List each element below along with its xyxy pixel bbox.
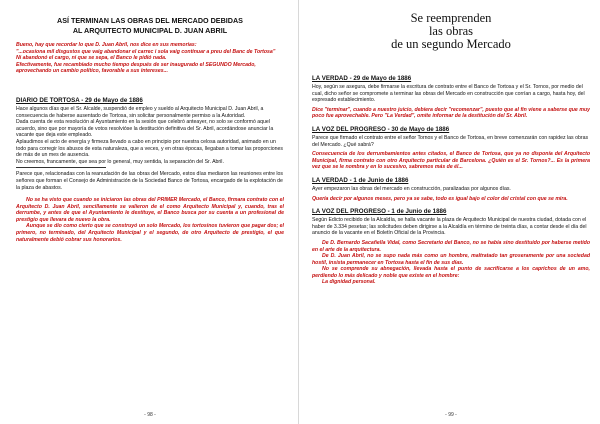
section-note bbox=[312, 107, 590, 120]
right-page-number: - 99 - bbox=[445, 412, 457, 418]
left-heading-line-1: ASÍ TERMINAN LAS OBRAS DEL MERCADO DEBIDAS bbox=[57, 16, 243, 25]
section-text: Según Edicto recibido de la Alcaldía, se halla vacante la plaza de Arquitecto Municipal de nuestra ciudad, dotada con el haber de 3.334 pesetas; las solicitudes deben dirigirse a la Alcaldía en término de treinta días, a contar desde el día del anuncio de la vacante en el Boletín Oficial de la Provincia. bbox=[312, 217, 587, 237]
section-body bbox=[312, 217, 590, 237]
section-note-text: No se comprende su abnegación, llevada hasta el punto de sacrificarse a los caprichos de un amo, perdiendo lo más delicado y noble que existe en el hombre: bbox=[312, 266, 590, 279]
closing-paragraph: Aunque se dio como cierto que se construyó un solo Mercado, los tortosinos tuvieron que pagar dos; el primero, no terminado, del Arquitecto Municipal y el segundo, de otro Arquitecto de prestigio, el que naturalmente debió cobrar sus honorarios. bbox=[16, 223, 284, 243]
section-text: Parece que firmado el contrato entre el señor Tornos y el Banco de Tortosa, en breve comenzarán con rapidez las obras del Mercado. ¿Qué sabrá? bbox=[312, 134, 589, 148]
diario-closing: Parece que, relacionadas con la reanudación de las obras del Mercado, estos días mediaron las reuniones entre los señores que forman el Consejo de Administración de la Sociedad Banco de Tortosa, encargado de la explotación de la plaza de abastos. bbox=[16, 171, 284, 191]
section-text: Ayer empezaron las obras del mercado en construcción, paralizadas por algunos días. bbox=[312, 185, 511, 192]
section-voz-1 bbox=[312, 208, 590, 286]
diario-paragraph: Aplaudimos el acto de energía y firmeza llevado a cabo en principio por nuestra celosa autoridad, animado en un todo para corregir los abusos de esta naturaleza, que a veces, y en otras épocas, llegaban a tomar las proporciones de más de un mes de ausencia. bbox=[16, 138, 284, 159]
diario-closing-block bbox=[16, 171, 284, 191]
intro-line: Efectivamente, fue recambiado mucho tiempo después de ser inaugurado el SEGUNDO Mercado, aprovechando un cambio político, favorable a sus intereses... bbox=[16, 61, 256, 75]
section-heading: LA VOZ DEL PROGRESO - 30 de Mayo de 1886 bbox=[312, 125, 450, 133]
left-heading-line-2: AL ARQUITECTO MUNICIPAL D. JUAN ABRIL bbox=[72, 26, 228, 35]
section-note-text: Quería decir por algunos meses, pero ya se sabe, todo es igual bajo el color del cristal con que se mira. bbox=[312, 195, 568, 202]
section-heading: LA VERDAD - 1 de Junio de 1886 bbox=[312, 176, 409, 184]
intro-line: Ni abandonó el cargo, ni que se sepa, el Banco le pidió nada. bbox=[16, 55, 167, 62]
section-body bbox=[312, 135, 590, 148]
section-note bbox=[312, 151, 590, 171]
section-voz-30 bbox=[312, 126, 590, 171]
diario-paragraph: No creemos, francamente, que sea por lo general, muy sentida, la separación del Sr. Abril. bbox=[16, 158, 224, 165]
intro-line: Bueno, hay que recordar lo que D. Juan Abril, nos dice en sus memorias: bbox=[16, 42, 197, 48]
intro-block bbox=[16, 42, 284, 75]
diario-paragraph: Hace algunos días que el Sr. Alcalde, suspendió de empleo y sueldo al Arquitecto Municipal D. Juan Abril, a consecuencia de haberse ausentado de Tortosa, sin solicitar personalmente permiso a la Autoridad. bbox=[16, 105, 264, 119]
right-title bbox=[312, 12, 590, 51]
section-verdad-1 bbox=[312, 177, 590, 202]
closing-block bbox=[16, 197, 284, 243]
title-line: de un segundo Mercado bbox=[391, 37, 511, 51]
left-heading bbox=[16, 16, 284, 36]
section-notes bbox=[312, 240, 590, 286]
section-verdad-29 bbox=[312, 75, 590, 120]
gutter-divider bbox=[298, 0, 299, 424]
right-page bbox=[312, 0, 590, 424]
divider bbox=[16, 167, 106, 168]
diario-heading: DIARIO DE TORTOSA - 29 de Mayo de 1886 bbox=[16, 96, 143, 104]
section-note-text: De D. Bernardo Sacañella Vidal, como Secretario del Banco, no se había sino destituido por haberse metido en el arte de la arquitectura. bbox=[312, 239, 590, 253]
left-page-number: - 98 - bbox=[144, 412, 156, 418]
left-page bbox=[16, 0, 284, 424]
closing-paragraph: No se ha visto que cuando se iniciaron las obras del PRIMER Mercado, el Banco, firmara contrato con el Arquitecto D. Juan Abril, sencillamente se valieron de el como Arquitecto Municipal y, cuando, tras el derrumbe, y antes de que el Ayuntamiento le destituye, el Banco busca por su cuenta a un profesional de prestigio que llevara de nuevo la obra. bbox=[16, 197, 284, 223]
section-heading: LA VERDAD - 29 de Mayo de 1886 bbox=[312, 75, 412, 82]
title-line: Se reemprenden bbox=[410, 11, 492, 25]
section-note bbox=[312, 196, 590, 203]
diario-body bbox=[16, 106, 284, 165]
section-note-text: Consecuencia de los derrumbamientos antes citados, el Banco de Tortosa, que ya no disponía del Arquitecto Municipal, firma contrato con otro Arquitecto particular de Barcelona. ¿Quién es el Sr. Tornos?... Es la primera vez que se le nombra y en lo sucesivo, sabremos más de él... bbox=[312, 151, 590, 171]
intro-line: "...ocasiona mil disgustos que vaig abandonar el carrec i sola vaig continuar a preu del Banc de Tortosa" bbox=[16, 48, 276, 55]
spacer bbox=[312, 51, 590, 69]
section-body bbox=[312, 84, 590, 104]
diario-paragraph: Dada cuenta de esta resolución al Ayuntamiento en la sesión que celebró anteayer, no solo se conformó aquel acuerdo, sino que por mayoría de votos resolvióse la destitución definitiva del Sr. Abril, acordándose anunciar la vacante que deja este empleado. bbox=[16, 119, 274, 139]
section-heading: LA VOZ DEL PROGRESO - 1 de Junio de 1886 bbox=[312, 208, 447, 216]
section-body bbox=[312, 186, 590, 193]
section-note-text: La dignidad personal. bbox=[322, 279, 376, 286]
title-line: las obras bbox=[428, 24, 474, 38]
section-note-text: Dice "terminar", cuando a nuestro juicio, debiera decir "recomenzar", puesto que al fin viene a saberse que muy poco fue aprovechable. Pero "La Verdad", omite informar de la destitución del Sr. Abril. bbox=[312, 106, 590, 120]
section-text: Hoy, según se asegura, debe firmarse la escritura de contrato entre el Banco de Tortosa y el Sr. Tornos, por medio del cual, dicho señor se compromete a terminar las obras del Mercado en construcción que corrían a cargo, hasta hoy, del expresado establecimiento. bbox=[312, 84, 585, 104]
spacer bbox=[16, 75, 284, 97]
section-note-text: De D. Juan Abril, no se supo nada más como un hombre, maltratado tan groseramente por una sociedad hostil, insista permanecer en Tortosa hasta el fin de sus días. bbox=[312, 253, 590, 266]
